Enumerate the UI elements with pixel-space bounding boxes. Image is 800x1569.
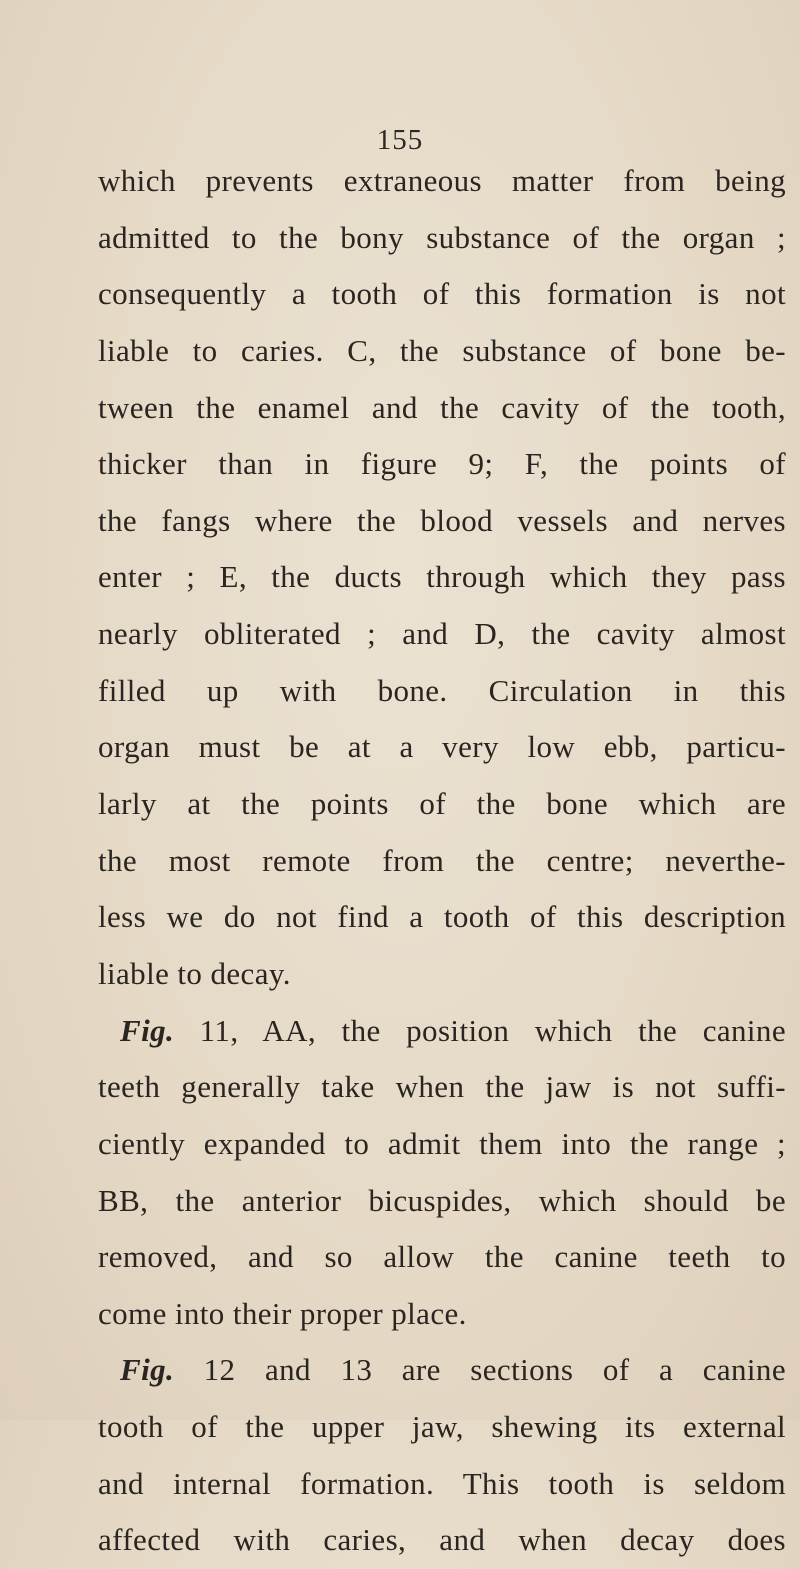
text-line: less we do not find a tooth of this description [98, 899, 786, 935]
text-line: tween the enamel and the cavity of the tooth, [98, 389, 786, 425]
text-line: the most remote from the centre; neverthe- [98, 842, 786, 878]
text-line: organ must be at a very low ebb, particu- [98, 729, 786, 765]
figure-reference: Fig. [120, 1012, 175, 1048]
text-fragment: 12 and 13 are sections of a canine [174, 1352, 786, 1388]
text-line: liable to caries. C, the substance of bone be- [98, 332, 786, 368]
text-line: which prevents extraneous matter from being [98, 163, 786, 198]
text-line: the fangs where the blood vessels and nerves [98, 502, 786, 538]
figure-reference: Fig. [120, 1352, 175, 1388]
text-line: tooth of the upper jaw, shewing its external [98, 1409, 786, 1445]
paragraph-first-line [98, 1342, 786, 1399]
text-line: larly at the points of the bone which are [98, 786, 786, 822]
text-line: enter ; E, the ducts through which they pass [98, 559, 786, 595]
paragraph-first-line [98, 1003, 786, 1060]
text-line: affected with caries, and when decay does [98, 1522, 786, 1558]
text-line: liable to decay. [98, 955, 291, 991]
body-text [98, 153, 786, 1569]
text-line: and internal formation. This tooth is seldom [98, 1465, 786, 1501]
text-line: removed, and so allow the canine teeth to [98, 1239, 786, 1275]
text-line: consequently a tooth of this formation is not [98, 276, 786, 312]
text-fragment: 11, AA, the position which the canine [174, 1012, 786, 1048]
text-line: BB, the anterior bicuspides, which should be [98, 1182, 786, 1218]
text-line: thicker than in figure 9; F, the points of [98, 446, 786, 482]
text-line: ciently expanded to admit them into the range ; [98, 1125, 786, 1161]
text-line: nearly obliterated ; and D, the cavity almost [98, 616, 786, 652]
text-line: come into their proper place. [98, 1295, 467, 1331]
page-number: 155 [376, 124, 424, 156]
text-line: filled up with bone. Circulation in this [98, 672, 786, 708]
text-line: admitted to the bony substance of the organ ; [98, 219, 786, 255]
text-line: teeth generally take when the jaw is not suffi- [98, 1069, 786, 1105]
